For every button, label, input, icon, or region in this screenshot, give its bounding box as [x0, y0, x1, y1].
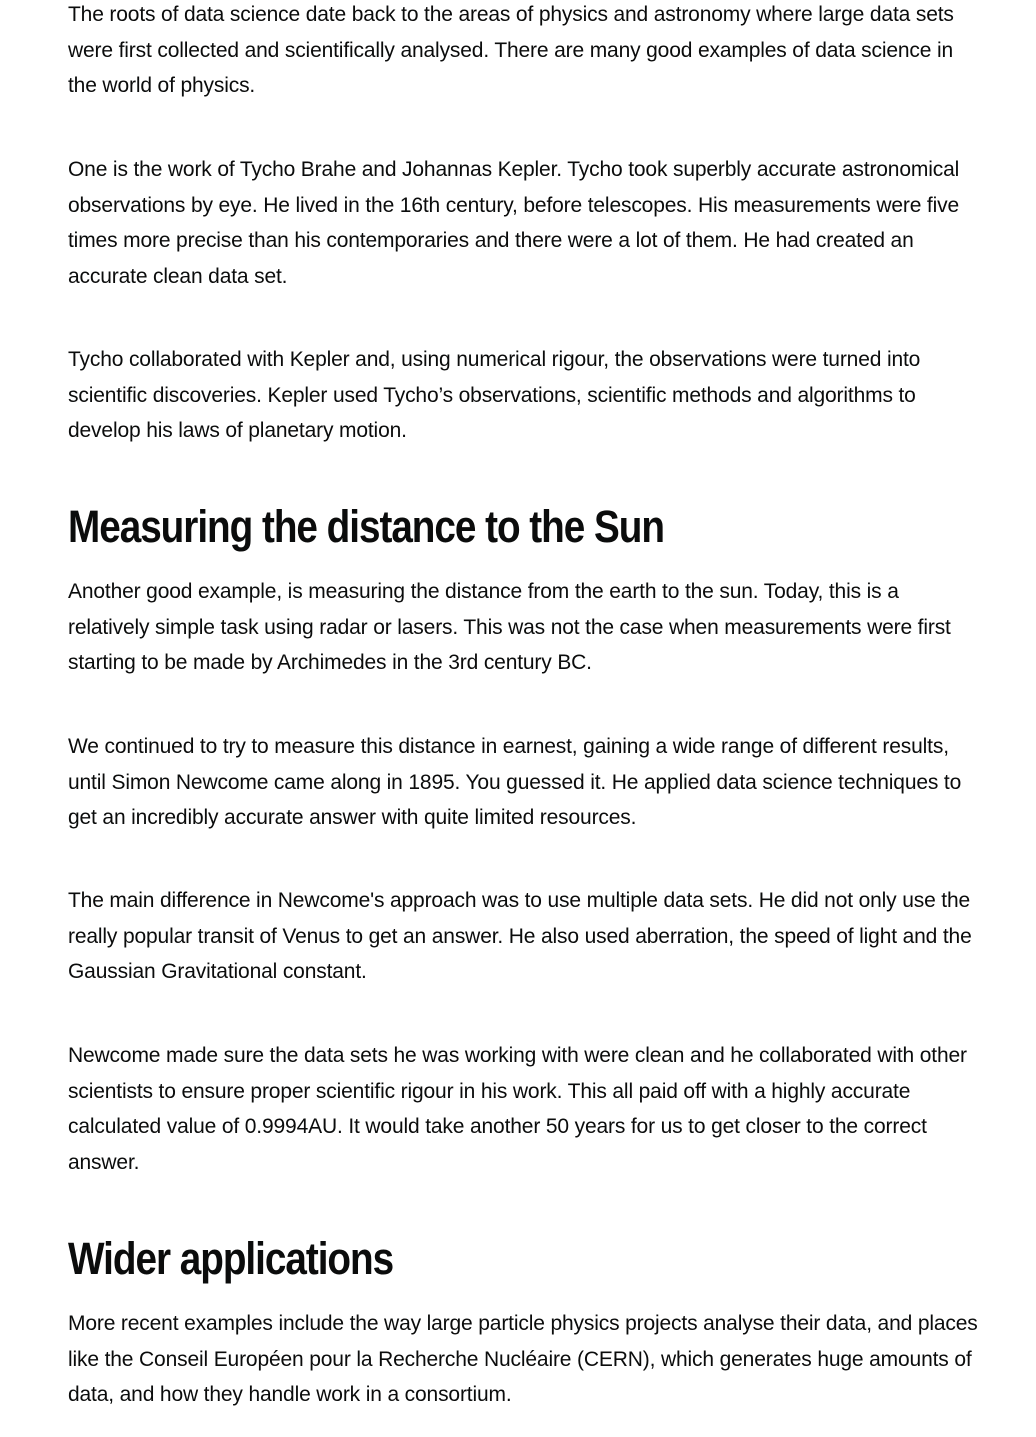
intro-paragraph: The roots of data science date back to the areas of physics and astronomy where large data sets were first collected and scientifically analysed. There are many good examples of data science in the world of physics. — [68, 3, 954, 98]
section-paragraph: More recent examples include the way large particle physics projects analyse their data, and places like the Conseil Européen pour la Recherche Nucléaire (CERN), which generates huge amounts of data, and how they handle work in a consortium. — [68, 1312, 978, 1407]
section-heading: Wider applications — [68, 1233, 394, 1284]
intro-paragraph: One is the work of Tycho Brahe and Johannas Kepler. Tycho took superbly accurate astronomical observations by eye. He lived in the 16th century, before telescopes. His measurements were five times more precise than his contemporaries and there were a lot of them. He had created an accurate clean data set. — [68, 158, 960, 288]
section-paragraph: The main difference in Newcome's approach was to use multiple data sets. He did not only use the really popular transit of Venus to get an answer. He also used aberration, the speed of light and the Gaussian Gravitational constant. — [68, 889, 972, 984]
section-paragraph: Another good example, is measuring the distance from the earth to the sun. Today, this is a relatively simple task using radar or lasers. This was not the case when measurements were first starting to be made by Archimedes in the 3rd century BC. — [68, 580, 951, 675]
section-paragraph: We continued to try to measure this distance in earnest, gaining a wide range of different results, until Simon Newcome came along in 1895. You guessed it. He applied data science techniques to get an incredibly accurate answer with quite limited resources. — [68, 735, 962, 830]
section-paragraph: Newcome made sure the data sets he was working with were clean and he collaborated with other scientists to ensure proper scientific rigour in his work. This all paid off with a highly accurate calculated value of 0.9994AU. It would take another 50 years for us to get closer to the correct answer. — [68, 1044, 967, 1174]
intro-paragraph: Tycho collaborated with Kepler and, using numerical rigour, the observations were turned into scientific discoveries. Kepler used Tycho’s observations, scientific methods and algorithms to develop his laws of planetary motion. — [68, 348, 921, 443]
section-heading: Measuring the distance to the Sun — [68, 501, 664, 552]
